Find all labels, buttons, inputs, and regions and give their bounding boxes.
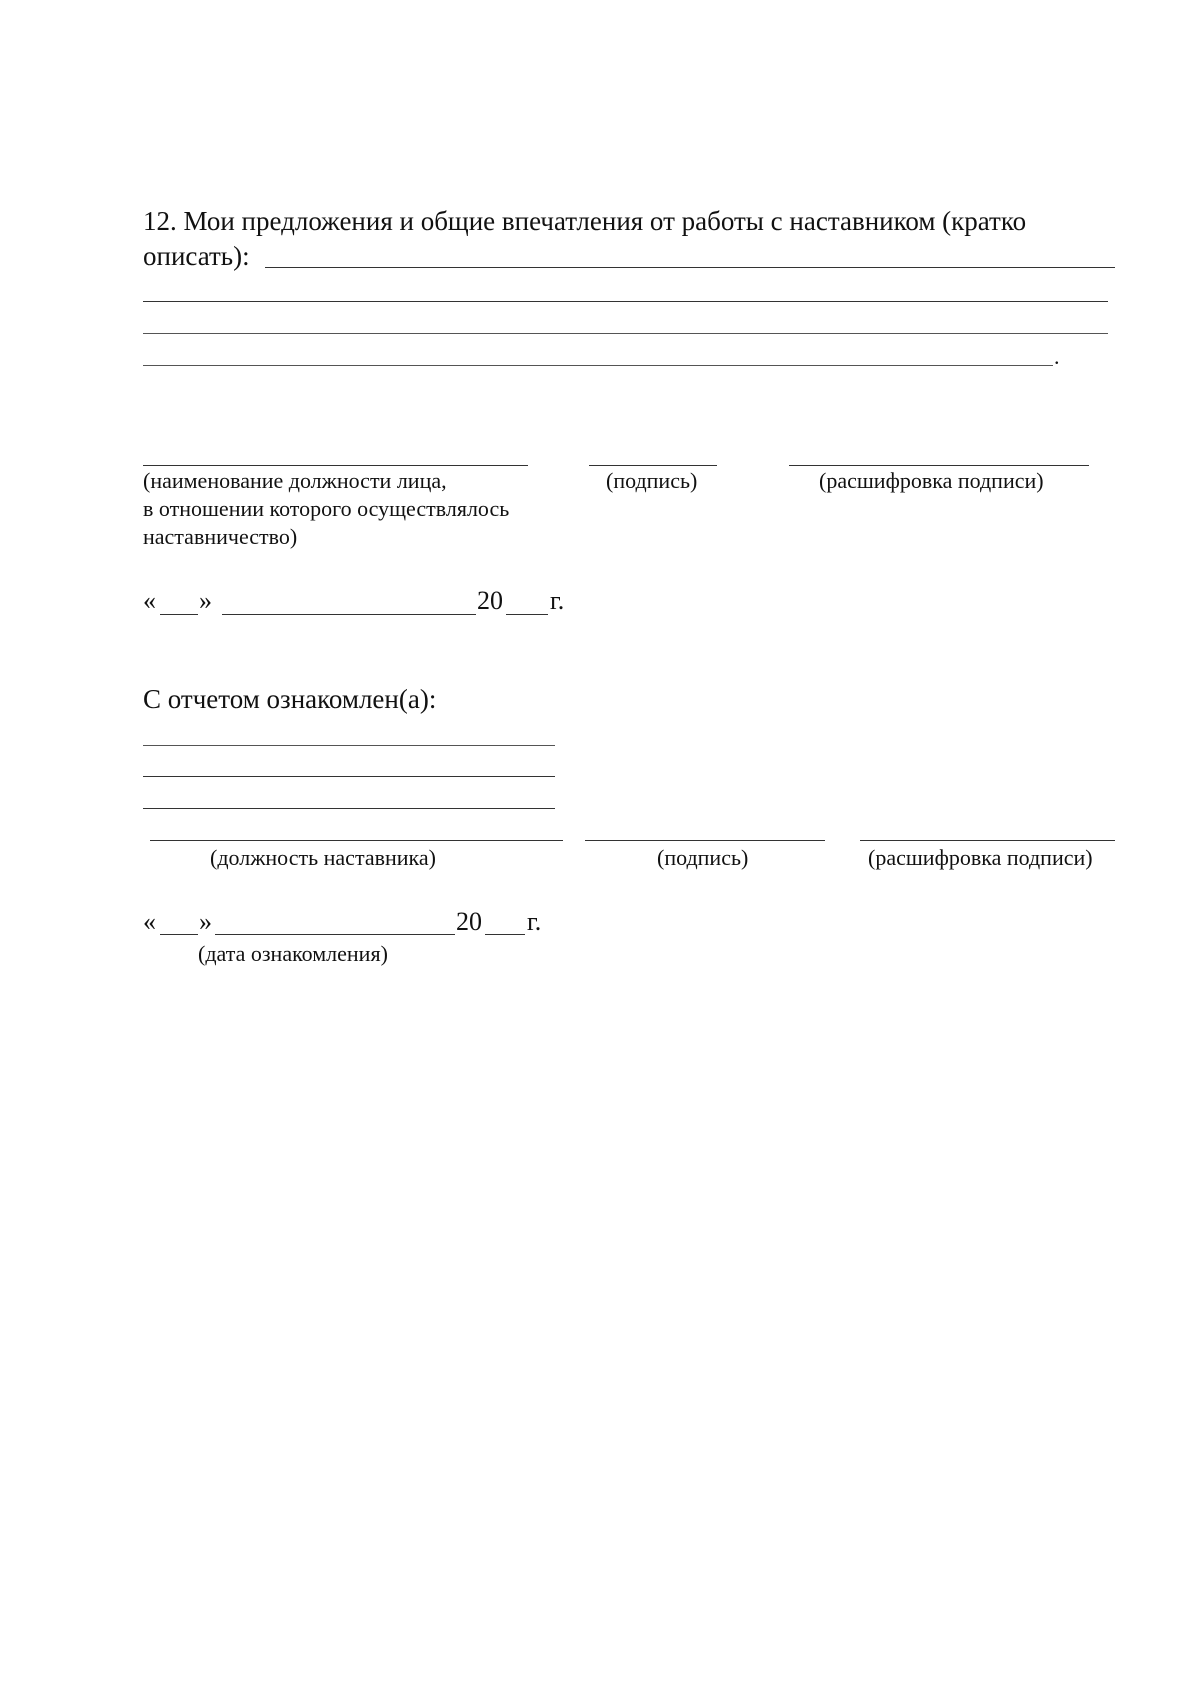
date-2-open-quote: « <box>143 907 156 936</box>
answer-end-mark: . <box>1054 344 1060 369</box>
date-2-year-prefix: 20 <box>456 907 482 936</box>
acknowledgement-line-2 <box>143 776 555 777</box>
position-caption-1-line3: наставничество) <box>143 524 298 549</box>
acknowledgement-line-3 <box>143 808 555 809</box>
position-caption-1-line1: (наименование должности лица, <box>143 468 447 493</box>
answer-line-4 <box>143 365 1053 366</box>
date-1-close-quote: » <box>199 586 212 615</box>
decoding-caption-2: (расшифровка подписи) <box>868 845 1093 870</box>
answer-line-2 <box>143 301 1108 302</box>
position-caption-1-line2: в отношении которого осуществлялось <box>143 496 510 521</box>
signature-caption-1: (подпись) <box>606 468 698 493</box>
date-2-close-quote: » <box>199 907 212 936</box>
acknowledgement-line-1 <box>143 745 555 746</box>
date-2-day-line <box>160 934 198 935</box>
acknowledgement-title: С отчетом ознакомлен(а): <box>143 684 437 714</box>
question-12-line2-prefix: описать): <box>143 241 250 271</box>
date-1-month-line <box>222 614 476 615</box>
decoding-caption-1: (расшифровка подписи) <box>819 468 1044 493</box>
decoding-line-1 <box>789 465 1089 466</box>
date-2-year-suffix: г. <box>527 907 542 936</box>
date-1-open-quote: « <box>143 586 156 615</box>
position-line-2 <box>150 840 563 841</box>
date-2-month-line <box>215 934 455 935</box>
decoding-line-2 <box>860 840 1115 841</box>
signature-caption-2: (подпись) <box>657 845 749 870</box>
date-1-day-line <box>160 614 198 615</box>
signature-line-2 <box>585 840 825 841</box>
date-1-year-line <box>506 614 548 615</box>
question-12-line1: 12. Мои предложения и общие впечатления от работы с наставником (кратко <box>143 206 1027 236</box>
answer-line-3 <box>143 333 1108 334</box>
position-caption-2: (должность наставника) <box>210 845 436 870</box>
position-line-1 <box>143 465 528 466</box>
date-2-year-line <box>485 934 525 935</box>
answer-line-1 <box>265 267 1115 268</box>
signature-line-1 <box>589 465 717 466</box>
date-2-caption: (дата ознакомления) <box>198 941 388 966</box>
date-1-year-suffix: г. <box>550 586 565 615</box>
date-1-year-prefix: 20 <box>477 586 503 615</box>
